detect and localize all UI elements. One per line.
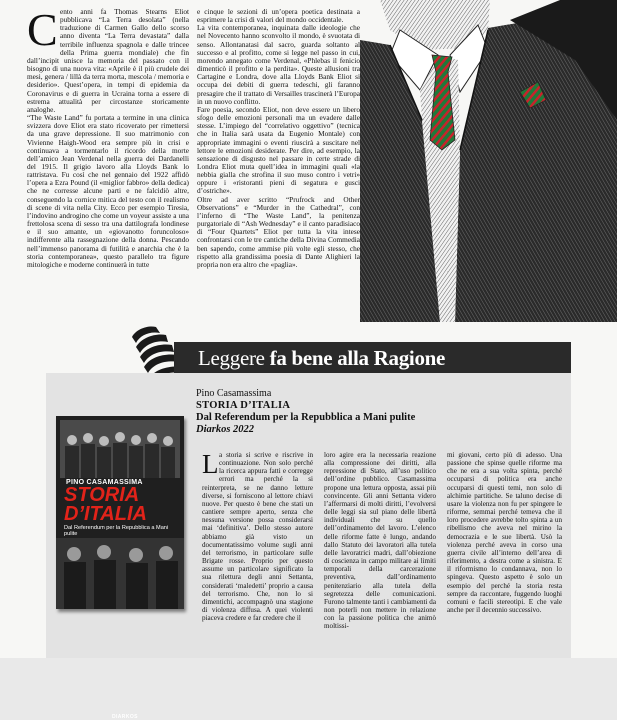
review-body — [202, 451, 565, 656]
review-drop-cap: L — [202, 449, 219, 479]
article-paragraph: “The Waste Land” fu portata a termine in una clinica svizzera dove Eliot era stato ricoverato per rimettersi da una grave depressione. Il suo matrimonio con Vivienne Haigh-Wood era sempre più in crisi e continuava a tormentarlo il ricordo della morte dell’amico Jean Verdenal nella guerra dei Dardanelli del 1915. Il grigio lavoro alla Lloyds Bank lo rattristava. Fu così che nel gennaio del 1922 affidò l’opera a Ezra Pound (il «miglior fabbro» della dedica) che ne corresse alcune parti e ne falcidiò altre, conseguendo la cornice mitica del testo con il realismo di scene di vita nella City. Ecco per esempio Tiresia, l’indovino androgino che come un voyeur assiste a una frettolosa scena di sesso tra una dattilografa londinese e il suo amante, un «giovanotto foruncoloso» indifferente alla rassegnazione della donna. Pescando nell’immenso panorama di futilità e anarchia che è la storia contemporanea», questo parallelo tra figure mitologiche e moderne continuerà in tutte — [27, 113, 189, 269]
review-column-2 — [324, 451, 436, 656]
cover-subtitle: Dal Referendum per la Repubblica a Mani pulite — [64, 525, 169, 538]
page-edge — [0, 658, 617, 660]
cover-photo-bottom — [56, 538, 184, 720]
article-paragraph: Fare poesia, secondo Eliot, non deve essere un libero sfogo delle emozioni personali ma un evadere dalle stesse. L’impiego del “correlativo oggettivo” (tecnica che in Italia sarà usata da Eugenio Montale) con appropriate immagini o eventi riuscirà a suscitare nel lettore le emozioni desiderate. Per dire, ad esempio, la sensazione di disgusto nel passare in certe strade di Londra Eliot muta quell’idea in immagini quali «la nebbia gialla che strofina il suo muso contro i vetri» oppure i «ristoranti pieni di segatura e gusci d’ostriche». — [197, 104, 360, 196]
review-column-3 — [447, 451, 562, 656]
book-publisher-year: Diarkos 2022 — [196, 424, 255, 435]
book-cover — [56, 416, 184, 720]
banner-title — [198, 346, 445, 370]
portrait-svg — [360, 0, 617, 322]
article-paragraph: Oltre ad aver scritto “Prufrock and Other Observations” e “Murder in the Cathedral”, con l’inferno di “The Waste Land”, la penitenza purgatoriale di “Ash Wednesday” e il canto paradisiaco di “Four Quartets” Eliot per tutta la vita intese confrontarsi con le tre cantiche della Divina Commedia ben sapendo, come ammise più volte egli stesso, che rispetto alla grandissima poesia di Dante Alighieri la propria non era altro che «paglia». — [197, 194, 360, 269]
book-title: STORIA D’ITALIA — [196, 400, 291, 411]
article-column-2 — [197, 8, 360, 269]
cover-author: PINO CASAMASSIMA — [66, 479, 143, 486]
review-text: loro agire era la necessaria reazione alla compressione dei diritti, alla repressione di Stato, all’uso politico dell’ordine pubblico. Casamassima propone una lettura opposta, assai più convincente. Gli anni Settanta videro l’affermarsi di molti diritti, l’evolversi delle leggi sia sul piano delle libertà individuali che su quello dell’ordinamento del lavoro. L’elenco delle riforme fatte è lungo, andando dallo Statuto dei lavoratori alla tutela delle lavoratrici madri, dall’obiezione di coscienza in campo militare ai limiti temporali della carcerazione preventiva, dall’ordinamento penitenziario alla tutela della segretezza delle comunicazioni. Furono talmente tanti i cambiamenti da non poterli non mettere in relazione con la passione politica che animò moltissi- — [324, 451, 436, 631]
cover-photo2-svg — [56, 538, 184, 609]
banner-title-light: Leggere — [198, 346, 265, 370]
article-paragraph: ento anni fa Thomas Stearns Eliot pubblicava “La Terra desolata” (nella traduzione di Carmen Gallo dello scorso anno diventa “La Terra devastata” dalla terribile influenza spagnola e dalle trincee della Prima guerra mondiale) che fin dall’incipit unisce la memoria del passato con il bisogno di una nuova vita: «Aprile è il più crudele dei mesi, genera / lillà da terra morta, mescola / memoria e desiderio». Quest’opera, in tempi di epidemia da Coronavirus e di guerra in Ucraina torna a essere di estrema attualità per circostanze storicamente analoghe. — [27, 7, 189, 114]
review-text: mi giovani, certo più di adesso. Una passione che spinse quelle riforme ma che ne era a sua volta spinta, perché occuparsi di politica era anche occuparsi di questi temi, non solo di alchimie partitiche. Se taluno decise di usare la violenza non fu per spingere le riforme, semmai perché temeva che il loro procedere avrebbe tolto spinta a un ribellismo che aveva nel mirino la democrazia e le sue libertà. Usò la violenza perché aveva in corso una guerra civile all’interno dell’area di riferimento, a destra come a sinistra. E il riformismo lo condannava, non lo spingeva. Questo aspetto è solo un esempio del perché la storia resta sempre da raccontare, fuggendo luoghi comuni e facili stereotipi. E che vale anche per il decennio successivo. — [447, 451, 562, 614]
book-subtitle: Dal Referendum per la Repubblica a Mani pulite — [196, 412, 416, 423]
cover-photo-svg — [60, 420, 180, 478]
cover-photo-top — [60, 420, 180, 478]
review-text: a storia si scrive e riscrive in continuazione. Non solo perché la ricerca appura fatti e corregge errori ma perché la si reinterpreta, se ne danno letture diverse, si forniscono al lettore chiavi nuove. Per questo è bene che stati un cantiere sempre aperto, senza che nessuna versione possa considerarsi mai ‘definitiva’. Dello stesso autore abbiamo già visto un documentatissimo volume sugli anni del terrorismo, in particolare sulle Brigate rosse. Proprio per questo assume un particolare significato la sua rilettura degli anni Settanta, considerati ‘maledetti’ proprio a causa del terrorismo. Che, non lo si dimentichi, accompagnò una stagione di violenza diffusa. A quei violenti piaceva credere e far credere che il — [202, 451, 313, 623]
cover-title: STORIA D’ITALIA — [64, 484, 147, 525]
book-author: Pino Casamassima — [196, 388, 272, 399]
drop-cap: C — [27, 4, 58, 55]
eliot-portrait-illustration — [360, 0, 617, 322]
article-paragraph: La vita contemporanea, inquinata dalle ideologie che nel Novecento hanno sconvolto il mondo, è svuotata di senso. Allontanatasi dal sacro, guarda soltanto al successo e al profitto, come si legge nel passo in cui, morendo annegato come Verdenal, «Phlebas il fenicio dimenticò il profitto e la perdita». Queste allusioni tra Cartagine e Londra, dove alla Lloyds Bank Eliot si occupa dei debiti di guerra tedeschi, gli faranno presagire che il trattato di Versailles trascinerà l’Europa in un nuovo conflitto. — [197, 23, 360, 106]
banner-title-bold: fa bene alla Ragione — [269, 346, 446, 370]
article-paragraph: e cinque le sezioni di un’opera poetica destinata a esprimere la crisi di valori del mondo occidentale. — [197, 7, 360, 25]
review-column-1 — [202, 451, 313, 656]
section-banner — [174, 342, 571, 373]
eliot-article — [27, 4, 362, 352]
article-column-1 — [27, 4, 189, 269]
cover-publisher: DIARKOS — [112, 714, 138, 720]
